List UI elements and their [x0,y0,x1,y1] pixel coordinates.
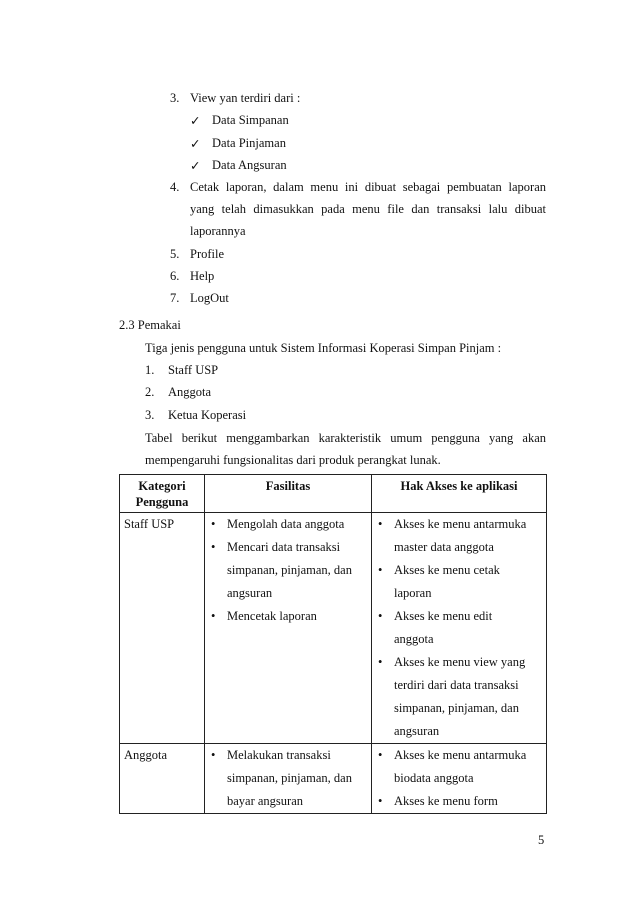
bullet-icon: • [211,517,216,531]
item-text: Akses ke menu antarmuka [394,517,527,531]
category-cell [120,513,205,744]
list-text: Profile [190,247,225,261]
check-text: Data Angsuran [212,158,287,172]
list-number: 1. [145,363,155,377]
text-line: Tabel berikut menggambarkan karakteristik umum pengguna yang akan [145,431,546,445]
bullet-icon: • [378,563,383,577]
bullet-icon: • [378,609,383,623]
category-text: Anggota [124,748,168,762]
item-text: Mencari data transaksi [227,540,341,554]
header-hak-akses: Hak Akses ke aplikasi [372,475,547,513]
item-text: simpanan, pinjaman, dan [394,701,519,715]
list-number: 6. [170,269,180,283]
list-number: 4. [170,180,180,194]
text-line: Cetak laporan, dalam menu ini dibuat sebagai pembuatan laporan [190,180,546,194]
list-item [372,605,546,651]
item-text: Akses ke menu view yang [394,655,526,669]
item-text: Melakukan transaksi [227,748,331,762]
list-text: Anggota [168,385,212,399]
item-text: biodata anggota [394,771,474,785]
table-row [120,744,547,814]
user-characteristics-table [119,474,547,814]
bullet-icon: • [378,517,383,531]
bullet-icon: • [378,748,383,762]
check-icon: ✓ [190,114,201,128]
list-number: 2. [145,385,155,399]
item-text: master data anggota [394,540,494,554]
akses-cell [372,744,547,814]
list-item [372,790,546,813]
section-description-line: mempengaruhi fungsionalitas dari produk perangkat lunak. [145,453,441,467]
bullet-icon: • [378,794,383,808]
category-cell [120,744,205,814]
list-item [205,605,371,628]
bullet-icon: • [211,609,216,623]
item-text: angsuran [227,586,273,600]
item-text: Akses ke menu antarmuka [394,748,527,762]
list-item [372,513,546,559]
bullet-list [205,513,371,628]
item-text: Akses ke menu form [394,794,498,808]
header-text: Kategori [138,479,186,493]
table-row [120,513,547,744]
list-text-line [190,180,546,195]
list-text-line [190,202,546,217]
list-item [205,513,371,536]
check-text: Data Pinjaman [212,136,286,150]
fasilitas-cell [205,744,372,814]
check-text: Data Simpanan [212,113,289,127]
section-description-line [145,431,546,446]
list-item [372,744,546,790]
item-text: simpanan, pinjaman, dan [227,771,352,785]
fasilitas-cell [205,513,372,744]
bullet-icon: • [378,655,383,669]
item-text: laporan [394,586,432,600]
list-text: Help [190,269,215,283]
bullet-list [372,513,546,743]
header-kategori [120,475,205,513]
item-text: Akses ke menu cetak [394,563,500,577]
list-item [205,744,371,813]
check-icon: ✓ [190,159,201,173]
text-line: yang telah dimasukkan pada menu file dan transaksi lalu dibuat [190,202,546,216]
item-text: simpanan, pinjaman, dan [227,563,352,577]
check-icon: ✓ [190,137,201,151]
list-text: Ketua Koperasi [168,408,247,422]
bullet-list [205,744,371,813]
item-text: anggota [394,632,434,646]
list-number: 5. [170,247,180,261]
bullet-icon: • [211,748,216,762]
bullet-list [372,744,546,813]
section-heading: 2.3 Pemakai [119,318,181,332]
list-text-line: laporannya [190,224,246,238]
header-fasilitas: Fasilitas [205,475,372,513]
header-text: Pengguna [135,495,189,509]
section-intro: Tiga jenis pengguna untuk Sistem Informasi Koperasi Simpan Pinjam : [145,341,502,355]
list-item [372,559,546,605]
list-text: Staff USP [168,363,219,377]
item-text: Mengolah data anggota [227,517,345,531]
category-text: Staff USP [124,517,175,531]
item-text: Akses ke menu edit [394,609,493,623]
table-header-row [120,475,547,513]
list-text: LogOut [190,291,229,305]
bullet-icon: • [211,540,216,554]
akses-cell [372,513,547,744]
page-number: 5 [538,833,545,847]
item-text: angsuran [394,724,440,738]
list-number: 7. [170,291,180,305]
list-item [372,651,546,743]
item-text: Mencetak laporan [227,609,317,623]
list-number: 3. [145,408,155,422]
list-item [205,536,371,605]
item-text: terdiri dari data transaksi [394,678,519,692]
list-text: View yan terdiri dari : [190,91,301,105]
list-number: 3. [170,91,180,105]
item-text: bayar angsuran [227,794,304,808]
